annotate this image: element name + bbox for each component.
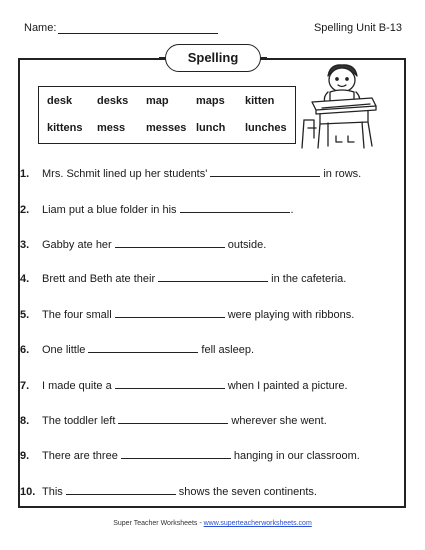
footer (0, 520, 425, 527)
sentence-10 (20, 484, 317, 498)
word-bank-item: mess (97, 122, 126, 134)
item-number: 4. (20, 273, 30, 285)
word-bank-item: desk (47, 95, 73, 107)
word-bank-item: maps (196, 95, 225, 107)
student-at-desk-illustration (300, 62, 386, 152)
answer-blank[interactable] (121, 448, 231, 459)
sentence-8 (20, 413, 327, 427)
sentence-text: There are three (42, 450, 118, 462)
word-bank-item: lunch (196, 122, 226, 134)
item-number: 1. (20, 168, 30, 180)
sentence-text: shows the seven continents. (178, 486, 317, 498)
sentence-6 (20, 342, 254, 356)
sentence-text: hanging in our classroom. (233, 450, 360, 462)
word-bank-item: kittens (47, 122, 83, 134)
item-number: 2. (20, 204, 30, 216)
item-number: 10. (20, 486, 36, 498)
answer-blank[interactable] (210, 166, 320, 177)
sentence-text: One little (42, 344, 86, 356)
item-number: 6. (20, 344, 30, 356)
sentence-text: Liam put a blue folder in his (42, 204, 177, 216)
word-bank-item: messes (146, 122, 187, 134)
worksheet-title: Spelling (165, 44, 261, 72)
name-field (24, 22, 218, 34)
item-number: 3. (20, 239, 30, 251)
item-number: 8. (20, 415, 30, 427)
sentence-text: The four small (42, 309, 112, 321)
sentence-1 (20, 166, 361, 180)
sentence-7 (20, 378, 348, 392)
sentence-5 (20, 307, 354, 321)
item-number: 9. (20, 450, 30, 462)
sentence-3 (20, 237, 266, 251)
sentence-text: when I painted a picture. (227, 380, 348, 392)
sentence-text: Mrs. Schmit lined up her students' (42, 168, 208, 180)
answer-blank[interactable] (66, 484, 176, 495)
unit-label: Spelling Unit B-13 (313, 22, 402, 34)
item-number: 7. (20, 380, 30, 392)
name-blank-line[interactable] (58, 22, 218, 34)
sentence-text: in the cafeteria. (271, 273, 347, 285)
sentence-text: This (42, 486, 63, 498)
footer-text: Super Teacher Worksheets - (113, 520, 202, 527)
answer-blank[interactable] (180, 202, 290, 213)
answer-blank[interactable] (115, 307, 225, 318)
word-bank (38, 86, 296, 144)
sentence-text: . (290, 204, 294, 216)
sentence-2 (20, 202, 294, 216)
answer-blank[interactable] (88, 342, 198, 353)
word-bank-item: map (146, 95, 169, 107)
footer-link[interactable]: www.superteacherworksheets.com (203, 520, 312, 527)
sentence-text: I made quite a (42, 380, 112, 392)
sentence-text: fell asleep. (201, 344, 255, 356)
answer-blank[interactable] (118, 413, 228, 424)
sentence-text: wherever she went. (231, 415, 327, 427)
sentence-4 (20, 271, 346, 285)
sentence-text: Brett and Beth ate their (42, 273, 156, 285)
sentence-text: were playing with ribbons. (227, 309, 355, 321)
word-bank-item: kitten (245, 95, 275, 107)
sentence-9 (20, 448, 360, 462)
answer-blank[interactable] (115, 378, 225, 389)
sentence-text: Gabby ate her (42, 239, 112, 251)
answer-blank[interactable] (115, 237, 225, 248)
answer-blank[interactable] (158, 271, 268, 282)
name-label: Name: (24, 22, 57, 34)
item-number: 5. (20, 309, 30, 321)
sentence-text: in rows. (323, 168, 362, 180)
sentence-text: outside. (227, 239, 267, 251)
sentence-text: The toddler left (42, 415, 116, 427)
word-bank-item: lunches (245, 122, 287, 134)
word-bank-item: desks (97, 95, 129, 107)
